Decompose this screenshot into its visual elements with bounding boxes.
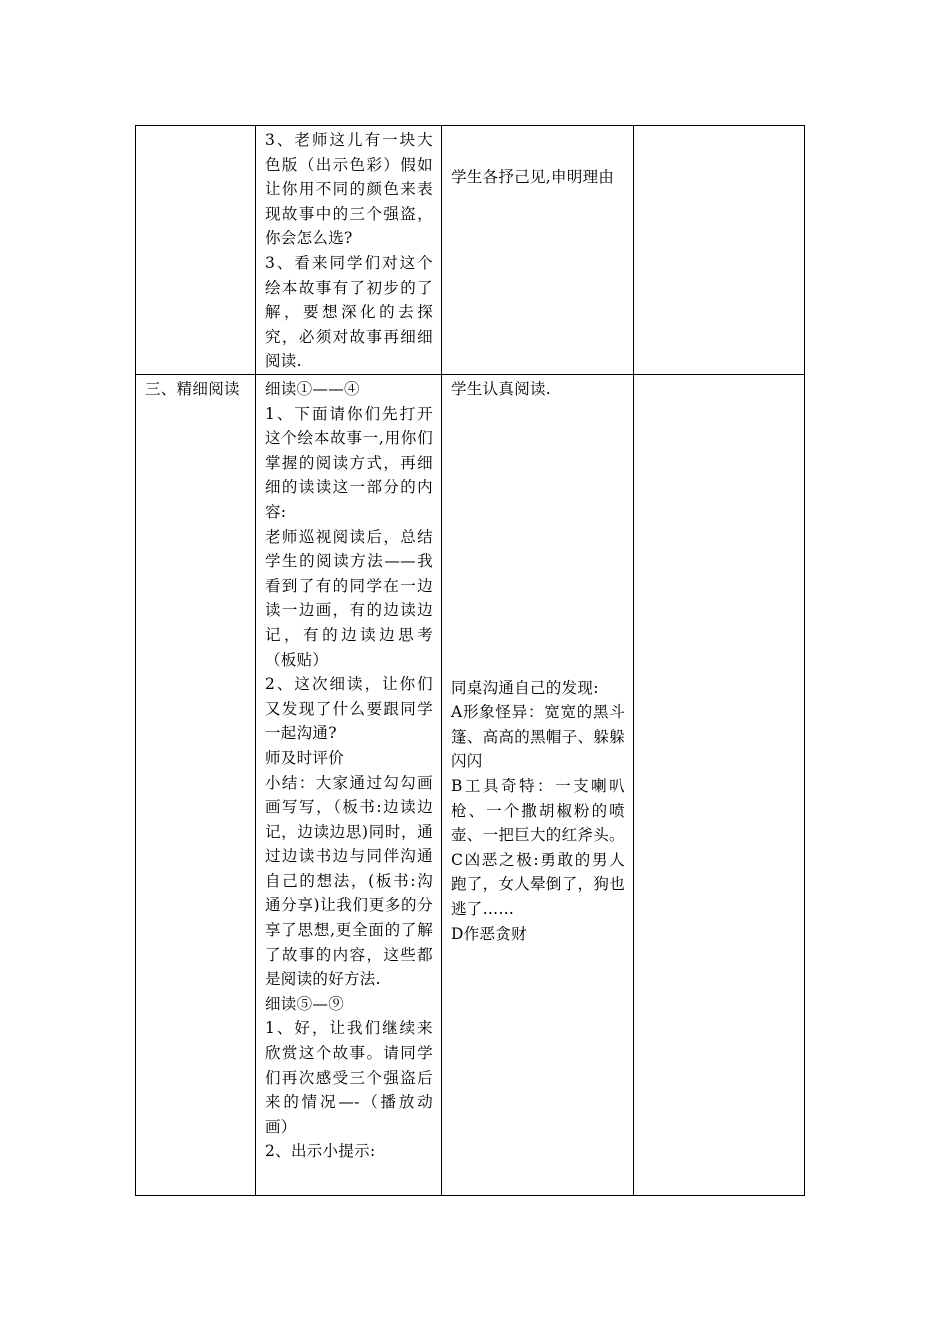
student-paragraph: B工具奇特：一支喇叭枪、一个撒胡椒粉的喷壶、一把巨大的红斧头。	[451, 776, 625, 845]
teacher-paragraph: 细读⑤—⑨	[265, 994, 345, 1013]
stage-label: 三、精细阅读	[145, 380, 240, 398]
notes-cell	[634, 126, 805, 375]
student-paragraph: C凶恶之极:勇敢的男人跑了，女人晕倒了，狗也逃了……	[451, 850, 625, 918]
student-paragraph: A形象怪异：宽宽的黑斗篷、高高的黑帽子、躲躲闪闪	[451, 703, 625, 771]
stage-cell	[136, 375, 256, 1196]
teacher-paragraph: 老师巡视阅读后，总结学生的阅读方法——我看到了有的同学在一边读一边画，有的边读边记，有的边读边思考（板贴）	[265, 527, 433, 669]
teacher-paragraph: 2、这次细读，让你们又发现了什么要跟同学一起沟通?	[265, 675, 433, 743]
student-paragraph: 学生各抒己见,申明理由	[451, 168, 615, 186]
student-activity-cell	[442, 375, 634, 1196]
table-row	[136, 375, 805, 1196]
teacher-paragraph: 3、老师这儿有一块大色版（出示色彩）假如让你用不同的颜色来表现故事中的三个强盗，你会怎么选?	[265, 131, 433, 248]
student-paragraph: D作恶贪财	[451, 924, 527, 943]
teacher-paragraph: 3、看来同学们对这个绘本故事有了初步的了解，要想深化的去探究，必须对故事再细细阅读.	[265, 253, 433, 371]
teacher-activity-cell	[256, 375, 442, 1196]
teacher-paragraph: 师及时评价	[265, 748, 345, 767]
teacher-activity-cell	[256, 126, 442, 375]
teacher-paragraph: 1、好，让我们继续来欣赏这个故事。请同学们再次感受三个强盗后来的情况—-（播放动画）	[265, 1019, 433, 1136]
teacher-paragraph: 2、出示小提示:	[265, 1142, 376, 1161]
teacher-paragraph: 小结：大家通过勾勾画画写写，（板书:边读边记，边读边思)同时，通过边读书边与同伴沟通自己的想法，(板书:沟通分享)让我们更多的分享了思想,更全面的了解了故事的内容，这些都是阅读的好方法.	[265, 773, 433, 989]
teacher-paragraph: 细读①——④	[265, 380, 360, 398]
teacher-paragraph: 1、下面请你们先打开这个绘本故事一,用你们掌握的阅读方式，再细细的读读这一部分的内容:	[265, 404, 433, 521]
student-activity-cell	[442, 126, 634, 375]
notes-cell	[634, 375, 805, 1196]
student-paragraph: 同桌沟通自己的发现:	[451, 678, 599, 697]
lesson-plan-table	[135, 125, 805, 1196]
student-paragraph: 学生认真阅读.	[451, 380, 552, 398]
stage-cell	[136, 126, 256, 375]
table-row	[136, 126, 805, 375]
